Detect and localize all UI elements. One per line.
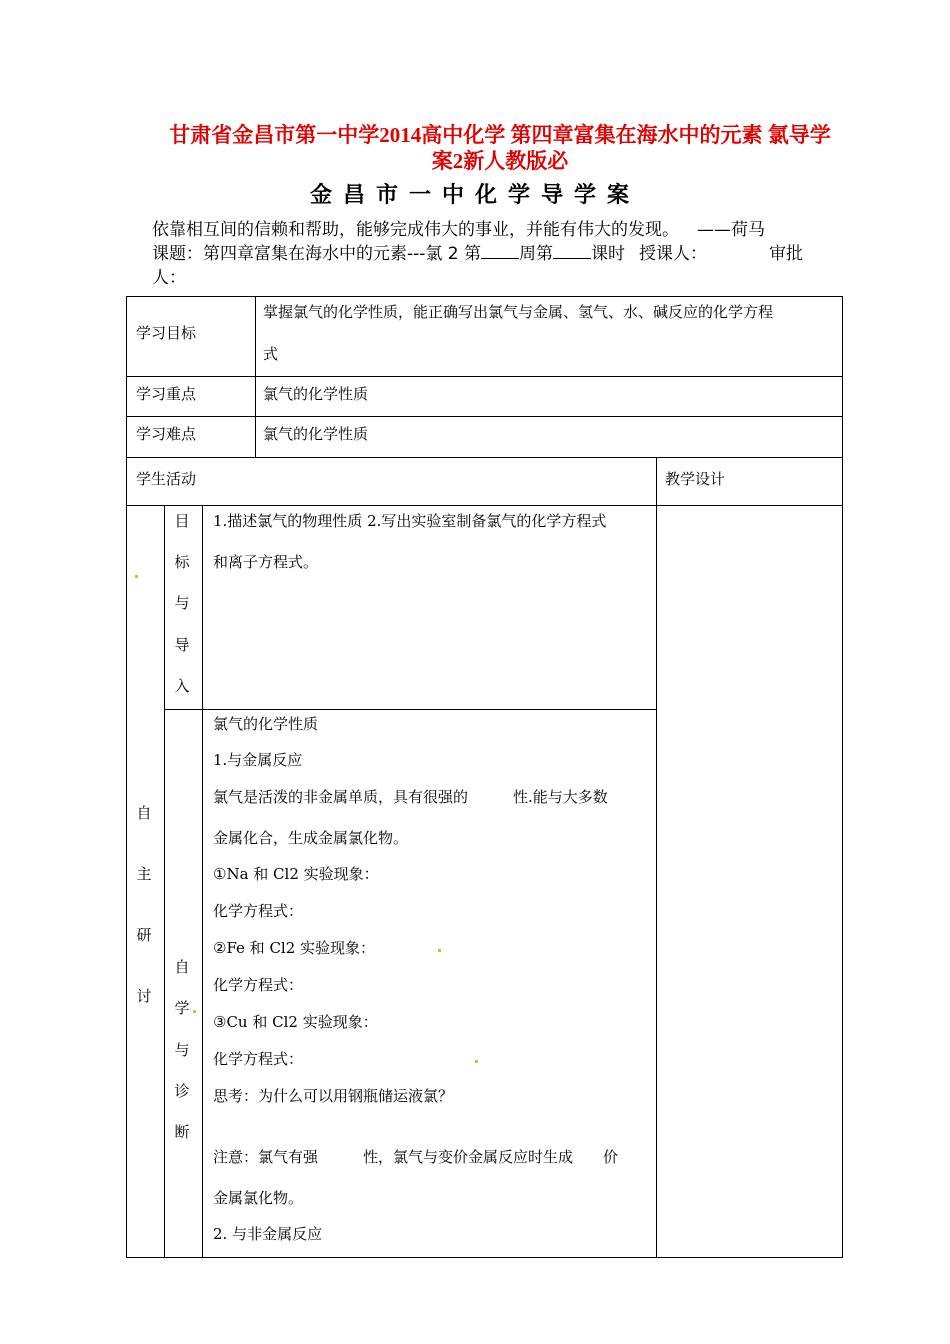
intro-text-2: 和离子方程式。 <box>213 553 319 571</box>
intro-label-3: 导 <box>174 636 190 654</box>
self-line-13: 2. 与非金属反应 <box>213 1225 323 1243</box>
intro-label-1: 标 <box>174 553 190 571</box>
self-line-9: 化学方程式： <box>213 1050 304 1068</box>
key-label: 学习重点 <box>136 385 197 403</box>
self-line-2: 氯气是活泼的非金属单质，具有很强的 性.能与大多数 <box>213 788 608 806</box>
self-line-5: 化学方程式： <box>213 902 304 920</box>
outer-label-3: 讨 <box>136 987 152 1005</box>
table-border-left <box>126 296 127 1258</box>
scan-mark <box>193 1010 196 1013</box>
subject-week: 周第 <box>519 244 554 264</box>
document-title-line-2: 案2新人教版必 <box>431 149 569 173</box>
self-line-10: 思考：为什么可以用钢瓶储运液氯？ <box>213 1087 454 1105</box>
intro-label-4: 入 <box>174 677 190 695</box>
difficulty-text: 氯气的化学性质 <box>263 425 369 443</box>
motto-text: 依靠相互间的信赖和帮助，能够完成伟大的事业，并能有伟大的发现。 <box>152 220 679 240</box>
design-label: 教学设计 <box>665 470 726 488</box>
section-divider-2 <box>202 505 203 1257</box>
scan-mark <box>135 575 138 578</box>
table-border-bottom <box>126 1257 843 1258</box>
self-line-8: ③Cu 和 Cl2 实验现象： <box>213 1013 378 1031</box>
subject-teacher: 授课人： <box>639 244 708 264</box>
key-text: 氯气的化学性质 <box>263 385 369 403</box>
self-line-7: 化学方程式： <box>213 976 304 994</box>
subject-approver: 审批 <box>769 244 804 264</box>
self-line-6: ②Fe 和 Cl2 实验现象： <box>213 939 376 957</box>
self-label-4: 断 <box>174 1123 190 1141</box>
label-divider <box>255 296 256 458</box>
row-line-3 <box>126 457 843 458</box>
self-line-0: 氯气的化学性质 <box>213 715 319 733</box>
self-label-0: 自 <box>174 958 190 976</box>
intro-text-1: 1.描述氯气的物理性质 2.写出实验室制备氯气的化学方程式 <box>213 512 607 530</box>
section-divider-1 <box>164 505 165 1257</box>
section-row-line <box>164 709 656 710</box>
lesson-blank <box>553 242 591 259</box>
activity-label: 学生活动 <box>136 470 197 488</box>
intro-label-2: 与 <box>174 594 190 612</box>
motto-author: ——荷马 <box>697 220 765 240</box>
self-label-1: 学 <box>174 999 190 1017</box>
design-divider <box>656 457 657 1257</box>
difficulty-label: 学习难点 <box>136 425 197 443</box>
outer-label-1: 主 <box>136 865 152 883</box>
goal-text-1: 掌握氯气的化学性质，能正确写出氯气与金属、氢气、水、碱反应的化学方程 <box>263 303 774 321</box>
table-border-right <box>842 296 843 1258</box>
row-line-4 <box>126 505 843 506</box>
self-label-3: 诊 <box>174 1082 190 1100</box>
self-line-3: 金属化合，生成金属氯化物。 <box>213 829 409 847</box>
self-line-12: 金属氯化物。 <box>213 1189 304 1207</box>
subject-approver-2: 人： <box>152 268 186 288</box>
self-line-1: 1.与金属反应 <box>213 751 303 769</box>
outer-label-0: 自 <box>136 804 152 822</box>
self-label-2: 与 <box>174 1041 190 1059</box>
outer-label-2: 研 <box>136 926 152 944</box>
self-line-11: 注意：氯气有强 性，氯气与变价金属反应时生成 价 <box>213 1148 619 1166</box>
scan-mark <box>475 1060 478 1063</box>
scan-mark <box>438 949 441 952</box>
school-title: 金昌市一中化学导学案 <box>309 182 640 208</box>
subject-line <box>152 242 852 290</box>
self-line-4: ①Na 和 Cl2 实验现象： <box>213 865 379 883</box>
goal-label: 学习目标 <box>136 324 197 342</box>
goal-text-2: 式 <box>263 345 279 363</box>
table-border-top <box>126 296 843 297</box>
subject-lesson: 课时 <box>591 244 626 264</box>
motto <box>152 215 765 240</box>
intro-label-0: 目 <box>174 512 190 530</box>
subject-label: 课题：第四章富集在海水中的元素---氯 2 第 <box>152 244 482 264</box>
document-title-line-1: 甘肃省金昌市第一中学2014高中化学 第四章富集在海水中的元素 氯导学 <box>169 123 831 147</box>
row-line-2 <box>126 416 843 417</box>
row-line-1 <box>126 376 843 377</box>
week-blank <box>481 242 519 259</box>
